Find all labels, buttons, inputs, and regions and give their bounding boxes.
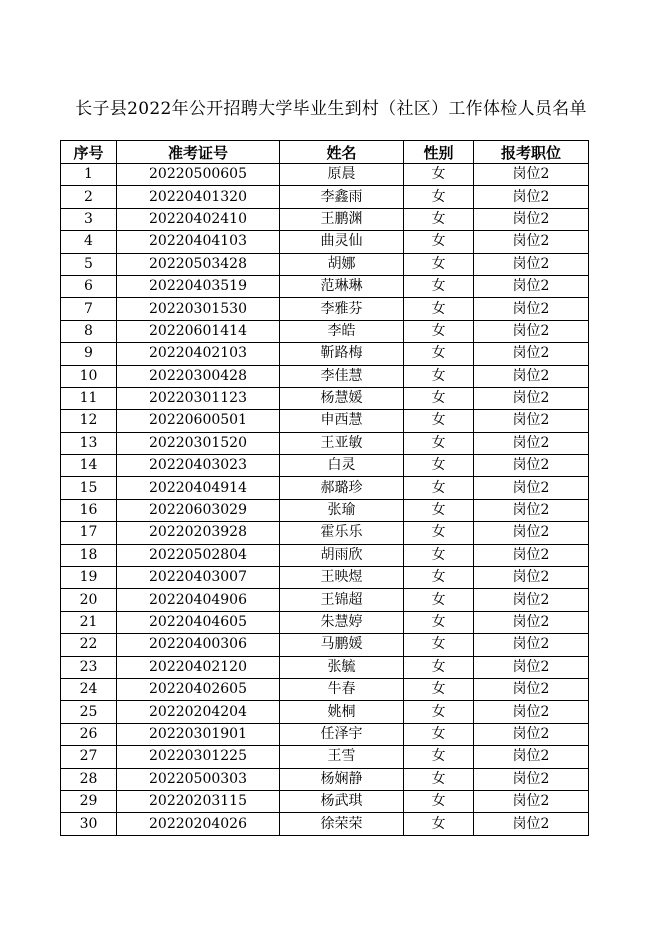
cell-position: 岗位2 [474, 410, 589, 432]
cell-exam-id: 20220503428 [117, 253, 280, 275]
table-row [61, 611, 589, 633]
cell-no: 22 [61, 634, 117, 656]
cell-exam-id: 20220204026 [117, 813, 280, 835]
table-row [61, 544, 589, 566]
cell-no: 24 [61, 678, 117, 700]
cell-no: 12 [61, 410, 117, 432]
cell-no: 7 [61, 298, 117, 320]
cell-exam-id: 20220204204 [117, 701, 280, 723]
table-row [61, 723, 589, 745]
cell-exam-id: 20220402410 [117, 208, 280, 230]
cell-position: 岗位2 [474, 723, 589, 745]
cell-position: 岗位2 [474, 477, 589, 499]
cell-no: 3 [61, 208, 117, 230]
cell-no: 26 [61, 723, 117, 745]
cell-gender: 女 [404, 477, 474, 499]
cell-position: 岗位2 [474, 611, 589, 633]
cell-exam-id: 20220404103 [117, 231, 280, 253]
cell-no: 6 [61, 275, 117, 297]
cell-gender: 女 [404, 410, 474, 432]
cell-gender: 女 [404, 343, 474, 365]
table-row [61, 589, 589, 611]
table-row [61, 790, 589, 812]
cell-name: 姚桐 [280, 701, 404, 723]
table-row [61, 813, 589, 835]
cell-name: 范琳琳 [280, 275, 404, 297]
cell-no: 17 [61, 522, 117, 544]
cell-exam-id: 20220404605 [117, 611, 280, 633]
column-header-no: 序号 [61, 141, 117, 164]
cell-exam-id: 20220301225 [117, 746, 280, 768]
cell-no: 30 [61, 813, 117, 835]
cell-no: 27 [61, 746, 117, 768]
cell-gender: 女 [404, 678, 474, 700]
cell-exam-id: 20220401320 [117, 186, 280, 208]
cell-name: 任泽宇 [280, 723, 404, 745]
cell-gender: 女 [404, 298, 474, 320]
table-row [61, 634, 589, 656]
cell-gender: 女 [404, 499, 474, 521]
cell-gender: 女 [404, 522, 474, 544]
table-row [61, 231, 589, 253]
cell-name: 曲灵仙 [280, 231, 404, 253]
table-row [61, 410, 589, 432]
cell-position: 岗位2 [474, 499, 589, 521]
cell-position: 岗位2 [474, 567, 589, 589]
cell-position: 岗位2 [474, 768, 589, 790]
table-row [61, 678, 589, 700]
cell-no: 25 [61, 701, 117, 723]
cell-no: 8 [61, 320, 117, 342]
cell-name: 王亚敏 [280, 432, 404, 454]
table-row [61, 656, 589, 678]
cell-name: 原晨 [280, 164, 404, 186]
cell-no: 16 [61, 499, 117, 521]
cell-no: 28 [61, 768, 117, 790]
table-row [61, 253, 589, 275]
cell-no: 21 [61, 611, 117, 633]
table-row [61, 522, 589, 544]
cell-name: 张毓 [280, 656, 404, 678]
cell-name: 王鹏渊 [280, 208, 404, 230]
cell-exam-id: 20220404906 [117, 589, 280, 611]
table-row [61, 387, 589, 409]
table-row [61, 746, 589, 768]
table-header [61, 141, 589, 164]
cell-name: 靳路梅 [280, 343, 404, 365]
cell-position: 岗位2 [474, 298, 589, 320]
cell-gender: 女 [404, 813, 474, 835]
cell-no: 1 [61, 164, 117, 186]
cell-position: 岗位2 [474, 343, 589, 365]
table-row [61, 455, 589, 477]
document-title: 长子县2022年公开招聘大学毕业生到村（社区）工作体检人员名单 [75, 99, 587, 119]
cell-exam-id: 20220603029 [117, 499, 280, 521]
cell-gender: 女 [404, 746, 474, 768]
cell-no: 4 [61, 231, 117, 253]
cell-name: 张瑜 [280, 499, 404, 521]
cell-exam-id: 20220600501 [117, 410, 280, 432]
cell-position: 岗位2 [474, 544, 589, 566]
column-header-exam-id: 准考证号 [117, 141, 280, 164]
column-header-position: 报考职位 [474, 141, 589, 164]
cell-exam-id: 20220403023 [117, 455, 280, 477]
table-row [61, 768, 589, 790]
table-row [61, 432, 589, 454]
cell-name: 郝璐珍 [280, 477, 404, 499]
cell-position: 岗位2 [474, 320, 589, 342]
cell-exam-id: 20220203115 [117, 790, 280, 812]
cell-position: 岗位2 [474, 164, 589, 186]
cell-no: 9 [61, 343, 117, 365]
cell-gender: 女 [404, 701, 474, 723]
cell-name: 朱慧婷 [280, 611, 404, 633]
cell-position: 岗位2 [474, 231, 589, 253]
cell-gender: 女 [404, 164, 474, 186]
cell-name: 李雅芬 [280, 298, 404, 320]
cell-gender: 女 [404, 544, 474, 566]
cell-exam-id: 20220403007 [117, 567, 280, 589]
cell-name: 杨慧媛 [280, 387, 404, 409]
cell-gender: 女 [404, 656, 474, 678]
cell-gender: 女 [404, 634, 474, 656]
cell-name: 王映煜 [280, 567, 404, 589]
cell-name: 杨武琪 [280, 790, 404, 812]
cell-gender: 女 [404, 231, 474, 253]
cell-name: 徐荣荣 [280, 813, 404, 835]
cell-position: 岗位2 [474, 365, 589, 387]
cell-position: 岗位2 [474, 275, 589, 297]
header-row [61, 141, 589, 164]
cell-name: 王雪 [280, 746, 404, 768]
cell-position: 岗位2 [474, 790, 589, 812]
cell-position: 岗位2 [474, 432, 589, 454]
cell-position: 岗位2 [474, 634, 589, 656]
cell-exam-id: 20220301530 [117, 298, 280, 320]
cell-position: 岗位2 [474, 813, 589, 835]
cell-name: 胡雨欣 [280, 544, 404, 566]
cell-exam-id: 20220601414 [117, 320, 280, 342]
table-row [61, 701, 589, 723]
column-header-name: 姓名 [280, 141, 404, 164]
table-row [61, 320, 589, 342]
cell-name: 杨娴静 [280, 768, 404, 790]
cell-exam-id: 20220500303 [117, 768, 280, 790]
cell-exam-id: 20220203928 [117, 522, 280, 544]
table-body [61, 164, 589, 836]
cell-gender: 女 [404, 208, 474, 230]
cell-exam-id: 20220301901 [117, 723, 280, 745]
cell-no: 15 [61, 477, 117, 499]
cell-exam-id: 20220403519 [117, 275, 280, 297]
cell-name: 李佳慧 [280, 365, 404, 387]
cell-gender: 女 [404, 275, 474, 297]
table-row [61, 477, 589, 499]
cell-name: 马鹏媛 [280, 634, 404, 656]
cell-name: 霍乐乐 [280, 522, 404, 544]
cell-gender: 女 [404, 768, 474, 790]
table-row [61, 365, 589, 387]
cell-gender: 女 [404, 567, 474, 589]
cell-gender: 女 [404, 320, 474, 342]
cell-no: 13 [61, 432, 117, 454]
cell-no: 19 [61, 567, 117, 589]
cell-exam-id: 20220404914 [117, 477, 280, 499]
table-row [61, 499, 589, 521]
candidate-table [60, 140, 589, 836]
cell-gender: 女 [404, 589, 474, 611]
cell-exam-id: 20220402103 [117, 343, 280, 365]
table-row [61, 298, 589, 320]
cell-gender: 女 [404, 790, 474, 812]
cell-gender: 女 [404, 253, 474, 275]
table-row [61, 567, 589, 589]
cell-no: 20 [61, 589, 117, 611]
cell-position: 岗位2 [474, 678, 589, 700]
cell-exam-id: 20220301520 [117, 432, 280, 454]
cell-exam-id: 20220300428 [117, 365, 280, 387]
cell-no: 10 [61, 365, 117, 387]
cell-exam-id: 20220301123 [117, 387, 280, 409]
cell-position: 岗位2 [474, 455, 589, 477]
table-row [61, 208, 589, 230]
cell-no: 29 [61, 790, 117, 812]
cell-no: 11 [61, 387, 117, 409]
cell-name: 牛春 [280, 678, 404, 700]
cell-exam-id: 20220500605 [117, 164, 280, 186]
cell-position: 岗位2 [474, 701, 589, 723]
cell-position: 岗位2 [474, 522, 589, 544]
cell-position: 岗位2 [474, 186, 589, 208]
cell-name: 王锦超 [280, 589, 404, 611]
cell-exam-id: 20220402605 [117, 678, 280, 700]
cell-gender: 女 [404, 387, 474, 409]
cell-no: 18 [61, 544, 117, 566]
cell-gender: 女 [404, 432, 474, 454]
table-row [61, 343, 589, 365]
cell-exam-id: 20220402120 [117, 656, 280, 678]
cell-position: 岗位2 [474, 387, 589, 409]
cell-exam-id: 20220400306 [117, 634, 280, 656]
table-row [61, 164, 589, 186]
cell-name: 李鑫雨 [280, 186, 404, 208]
cell-gender: 女 [404, 611, 474, 633]
cell-name: 白灵 [280, 455, 404, 477]
cell-gender: 女 [404, 186, 474, 208]
cell-position: 岗位2 [474, 208, 589, 230]
cell-no: 5 [61, 253, 117, 275]
cell-position: 岗位2 [474, 656, 589, 678]
cell-name: 胡娜 [280, 253, 404, 275]
cell-name: 李皓 [280, 320, 404, 342]
cell-gender: 女 [404, 723, 474, 745]
cell-no: 2 [61, 186, 117, 208]
cell-name: 申西慧 [280, 410, 404, 432]
table-row [61, 275, 589, 297]
table-row [61, 186, 589, 208]
cell-no: 23 [61, 656, 117, 678]
cell-exam-id: 20220502804 [117, 544, 280, 566]
cell-gender: 女 [404, 365, 474, 387]
cell-position: 岗位2 [474, 253, 589, 275]
cell-gender: 女 [404, 455, 474, 477]
cell-position: 岗位2 [474, 746, 589, 768]
column-header-gender: 性别 [404, 141, 474, 164]
cell-position: 岗位2 [474, 589, 589, 611]
cell-no: 14 [61, 455, 117, 477]
